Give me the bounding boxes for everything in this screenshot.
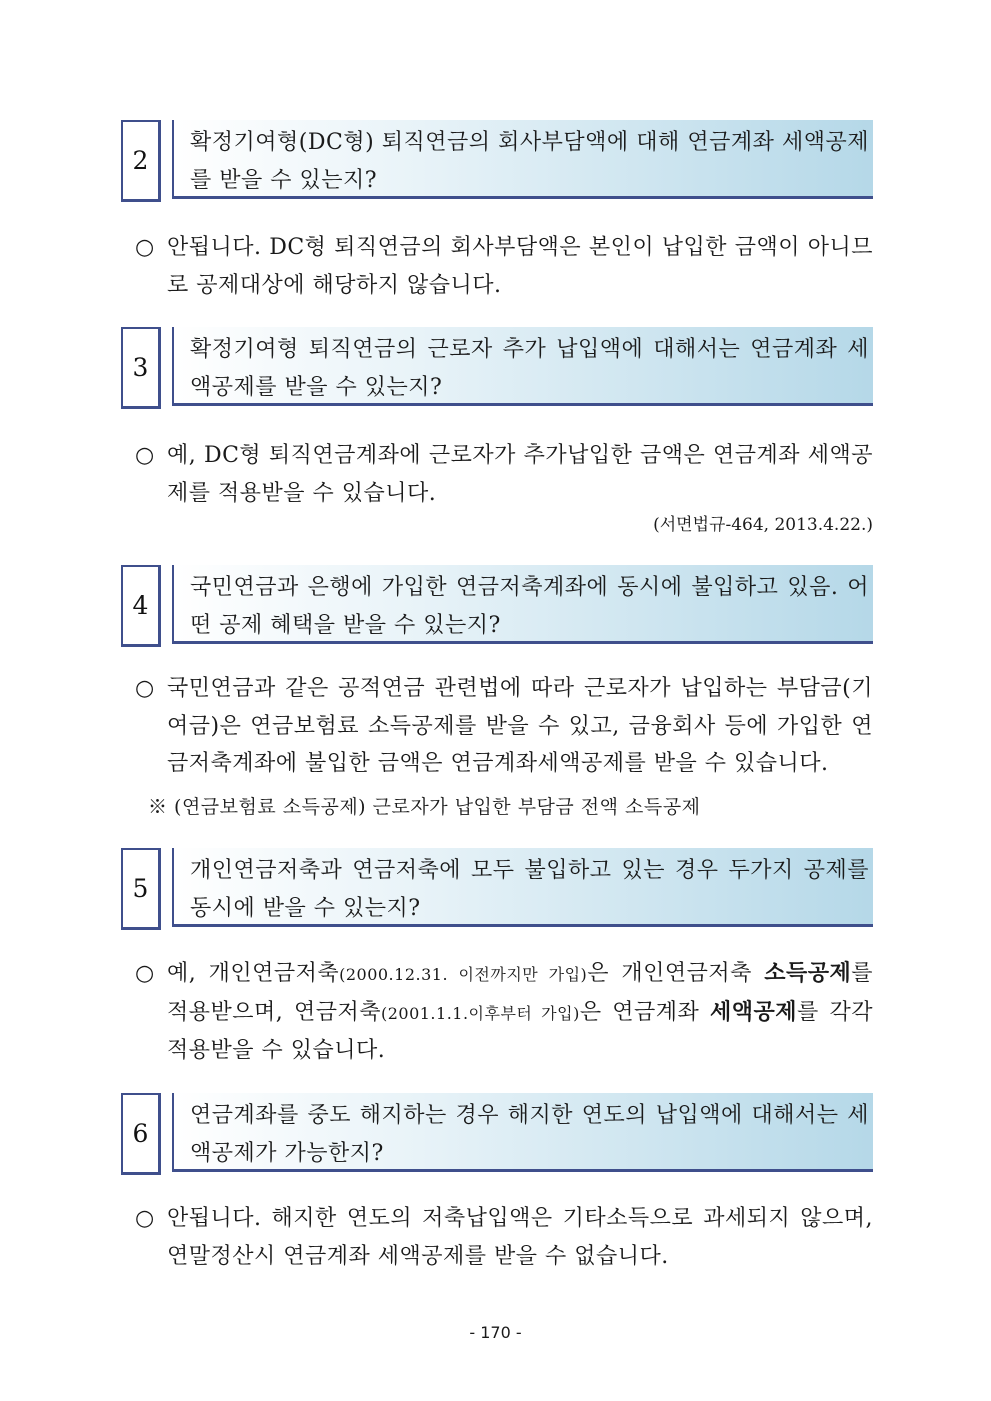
answer-date-note: (2000.12.31. 이전까지만 가입): [339, 965, 588, 984]
qa-item-2: [121, 120, 873, 304]
answer-text-part: 를 적용받으며, 연금저축: [167, 961, 873, 1025]
bullet: ○: [135, 961, 155, 986]
question-number: 5: [121, 848, 161, 930]
question-box: [172, 1093, 873, 1172]
question-number: 2: [121, 120, 161, 202]
answer-text-part: 를 각각 적용받을 수 있습니다.: [167, 999, 873, 1063]
answer-text: 안됩니다. 해지한 연도의 저축납입액은 기타소득으로 과세되지 않으며, 연말정산시 연금계좌 세액공제를 받을 수 없습니다.: [167, 1206, 873, 1269]
footnote: ※ (연금보험료 소득공제) 근로자가 납입한 부담금 전액 소득공제: [148, 796, 701, 818]
question-text: 확정기여형 퇴직연금의 근로자 추가 납입액에 대해서는 연금계좌 세액공제를 받을 수 있는지?: [190, 337, 869, 400]
answer-text-part: 예, 개인연금저축: [167, 961, 340, 986]
question-number: 3: [121, 327, 161, 409]
question-number: 6: [121, 1093, 161, 1175]
answer-text-part: 은 개인연금저축: [587, 961, 765, 986]
question-box: [172, 327, 873, 406]
qa-item-4: [121, 565, 873, 818]
bullet: ○: [135, 676, 155, 701]
answer: [135, 955, 873, 1070]
question-text: 개인연금저축과 연금저축에 모두 불입하고 있는 경우 두가지 공제를 동시에 받을 수 있는지?: [190, 858, 869, 921]
answer: [135, 1200, 873, 1275]
question-number: 4: [121, 565, 161, 647]
answer-text: 예, DC형 퇴직연금계좌에 근로자가 추가납입한 금액은 연금계좌 세액공제를 적용받을 수 있습니다.: [167, 443, 873, 506]
bullet: ○: [135, 1206, 155, 1231]
answer-text: 안됩니다. DC형 퇴직연금의 회사부담액은 본인이 납입한 금액이 아니므로 공제대상에 해당하지 않습니다.: [167, 235, 873, 298]
question-text: 확정기여형(DC형) 퇴직연금의 회사부담액에 대해 연금계좌 세액공제를 받을 수 있는지?: [190, 130, 869, 193]
qa-item-5: [121, 848, 873, 1070]
bullet: ○: [135, 235, 155, 260]
question-text: 연금계좌를 중도 해지하는 경우 해지한 연도의 납입액에 대해서는 세액공제가 가능한지?: [190, 1103, 869, 1166]
answer: [135, 229, 873, 304]
answer-emphasis: 소득공제: [764, 960, 852, 986]
citation: (서면법규-464, 2013.4.22.): [653, 515, 873, 535]
answer: [135, 437, 873, 512]
answer: [135, 670, 873, 783]
answer-text-part: 은 연금계좌: [579, 999, 710, 1025]
question-box: [172, 848, 873, 927]
question-box: [172, 565, 873, 644]
answer-text: 국민연금과 같은 공적연금 관련법에 따라 근로자가 납입하는 부담금(기여금)은 연금보험료 소득공제를 받을 수 있고, 금융회사 등에 가입한 연금저축계좌에 불입한 금액은 연금계좌세액공제를 받을 수 있습니다.: [167, 676, 873, 776]
page-number: - 170 -: [469, 1323, 522, 1342]
answer-date-note: (2001.1.1.이후부터 가입): [380, 1003, 580, 1023]
qa-item-3: [121, 327, 873, 535]
question-box: [172, 120, 873, 199]
bullet: ○: [135, 443, 155, 468]
question-text: 국민연금과 은행에 가입한 연금저축계좌에 동시에 불입하고 있음. 어떤 공제 혜택을 받을 수 있는지?: [190, 575, 869, 638]
qa-item-6: [121, 1093, 873, 1275]
answer-emphasis: 세액공제: [710, 998, 798, 1025]
